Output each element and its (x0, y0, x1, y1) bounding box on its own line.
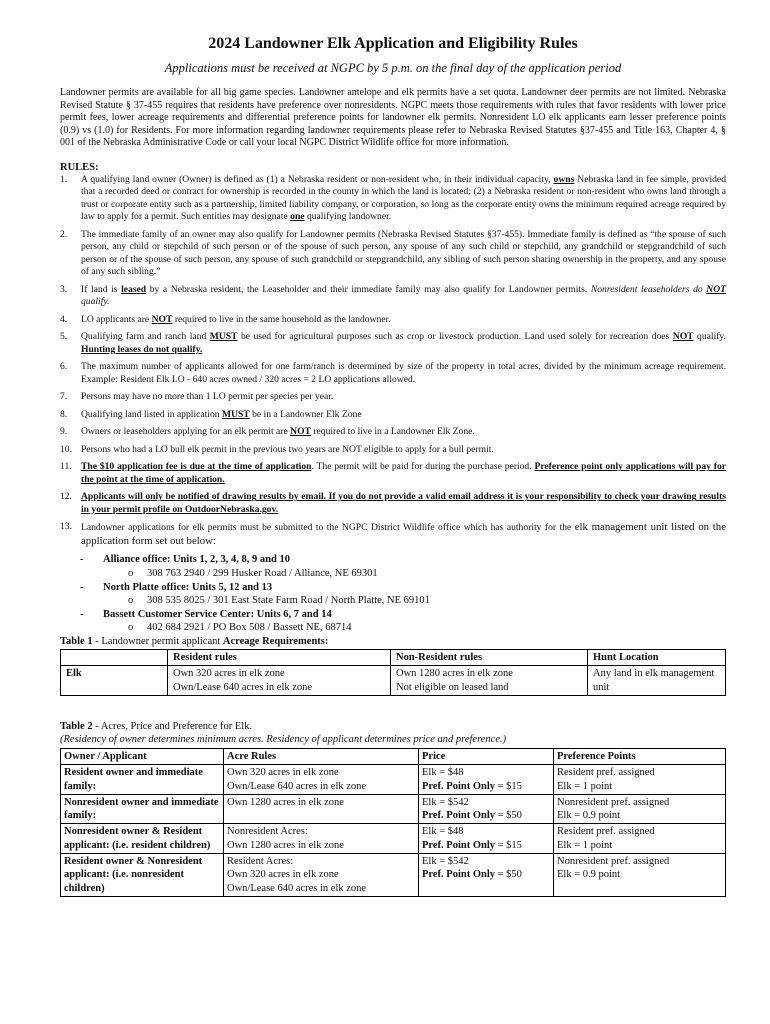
rule-text: LO applicants are (81, 313, 150, 325)
cell-line: = $15 (495, 839, 522, 851)
spacer (60, 696, 726, 720)
office-contact: 402 684 2921 / PO Box 508 / Bassett NE, 68714 (147, 622, 352, 634)
list-bullet: o (128, 568, 134, 580)
rule-number: 3. (60, 283, 68, 295)
acre-cell (224, 824, 419, 854)
hunt-location-cell: Any land in elk management unit (588, 666, 726, 696)
list-bullet: o (128, 595, 134, 607)
rule-12 (60, 491, 726, 516)
nonresident-rules-cell (391, 666, 588, 696)
cell-line: Resident pref. assigned (557, 826, 655, 838)
rule-emphasis: Preference point only applications will pay for the point at the time of application. (81, 461, 727, 485)
rule-number: 12. (60, 491, 72, 503)
table-header: Preference Points (554, 748, 726, 764)
office-title: Bassett Customer Service Center: Units 6, 7 and 14 (103, 608, 332, 620)
rule-text: qualifying landowner. (306, 211, 392, 223)
table-row (61, 854, 726, 897)
table-header: Resident rules (168, 650, 391, 666)
rule-text: Qualifying farm and ranch land (81, 331, 207, 343)
table-header: Hunt Location (588, 650, 726, 666)
rule-text: be in a Landowner Elk Zone (252, 408, 362, 420)
office-list (80, 553, 726, 635)
acre-cell (224, 794, 419, 824)
rule-emphasis: NOT (706, 283, 726, 295)
rule-emphasis: one (290, 211, 305, 223)
cell-line: Own 320 acres in elk zone (173, 668, 285, 680)
rule-text: Landowner applications for elk permits must be submitted to the NGPC District Wildlife office which has authority for the (81, 522, 572, 534)
table-row (61, 794, 726, 824)
rule-number: 7. (60, 391, 68, 403)
rule-number: 4. (60, 313, 68, 325)
rule-3 (60, 284, 726, 309)
owner-cell: Resident owner and immediate family: (61, 765, 224, 795)
cell-line: Elk = 0.9 point (557, 869, 621, 881)
caption-label: Table 1 (60, 636, 93, 648)
table-header: Owner / Applicant (61, 748, 224, 764)
office-name (80, 581, 726, 595)
office-name (80, 553, 726, 567)
cell-line: Own/Lease 640 acres in elk zone (227, 780, 367, 792)
owner-cell: Nonresident owner & Resident applicant: (i.e. resident children) (61, 824, 224, 854)
cell-line: Nonresident pref. assigned (557, 856, 670, 867)
office-contact: 308 763 2940 / 299 Husker Road / Alliance, NE 69301 (147, 568, 378, 580)
cell-line: Own 1280 acres in elk zone (227, 839, 344, 851)
cell-line: Elk = 0.9 point (557, 810, 621, 822)
list-dash: - (80, 581, 84, 593)
list-dash: - (80, 554, 84, 566)
rule-number: 6. (60, 361, 68, 373)
rule-4 (60, 314, 726, 327)
preference-cell (554, 824, 726, 854)
rule-2 (60, 229, 726, 279)
rule-emphasis: owns (553, 173, 575, 185)
rule-6 (60, 361, 726, 386)
rule-number: 11. (60, 461, 72, 473)
rule-text: The immediate family of an owner may also qualify for Landowner permits (Nebraska Revised Statutes §37-455). Immediate family is defined as “the spouse of such person, any child or stepchild of such person or of the spouse of such person, any spouse of any such child or stepchild, any grandchild or stepgrandchild of such person or of the spouse of such person, any spouse of such grandchild or stepgrandchild, any sibling of such person sharing ownership in the property, and any spouse of any such sibling.” (81, 228, 726, 278)
preference-cell (554, 794, 726, 824)
rule-text: A qualifying land owner (Owner) is defined as (1) a Nebraska resident or non-resident who, in their individual capacity, (81, 173, 551, 185)
table-header-row (61, 748, 726, 764)
cell-line: Elk = $542 (422, 796, 469, 808)
office-name (80, 608, 726, 622)
price-cell (419, 794, 554, 824)
rule-emphasis: leased (121, 283, 147, 295)
table-header: Non-Resident rules (391, 650, 588, 666)
rule-emphasis: NOT (290, 426, 311, 438)
cell-line: = $50 (495, 869, 522, 881)
cell-line: Elk = $542 (422, 856, 469, 867)
price-preference-table (60, 748, 726, 897)
cell-emphasis: Pref. Point Only (422, 780, 496, 792)
rule-emphasis: NOT (672, 331, 694, 343)
rule-emphasis: MUST (221, 408, 250, 420)
rule-text: qualify. (697, 331, 726, 343)
price-cell (419, 765, 554, 795)
cell-emphasis: Pref. Point Only (422, 869, 496, 881)
rule-text: required to live in the same household as the landowner. (174, 313, 391, 325)
document-subtitle: Applications must be received at NGPC by 5 p.m. on the final day of the application period (164, 61, 622, 75)
rule-emphasis: MUST (209, 331, 238, 343)
caption-label: Table 2 (60, 720, 93, 732)
cell-emphasis: Pref. Point Only (422, 839, 496, 851)
price-cell (419, 824, 554, 854)
table-row (61, 666, 726, 696)
rule-8 (60, 409, 726, 422)
cell-line: Own/Lease 640 acres in elk zone (173, 681, 313, 693)
rule-emphasis: Hunting leases do not qualify. (81, 343, 203, 355)
list-bullet: o (128, 622, 134, 634)
cell-line: Own/Lease 640 acres in elk zone (227, 882, 367, 894)
cell-line: Elk = $48 (422, 826, 464, 838)
cell-line: Elk = 1 point (557, 780, 613, 792)
rule-text: be used for agricultural purposes such as crop or livestock production. Land used solely for recreation does (240, 331, 670, 343)
rule-number: 9. (60, 426, 68, 438)
rule-text: The maximum number of applicants allowed for one farm/ranch is determined by size of the property in total acres, divided by the minimum acreage requirement. Example: Resident Elk LO - 640 acres owned / 320 acres = 2 LO applications allowed. (81, 361, 726, 385)
cell-line: Resident Acres: (227, 856, 294, 867)
rule-italic: qualify. (81, 296, 110, 308)
rule-text: Persons who had a LO bull elk permit in the previous two years are NOT eligible to apply for a bull permit. (81, 443, 494, 455)
rule-text: elk management unit listed on the application form set out below: (81, 521, 726, 547)
cell-line: = $50 (495, 810, 522, 822)
rule-text: . The permit will be paid for during the purchase period. (311, 461, 532, 473)
rule-1 (60, 174, 726, 224)
cell-line: Elk = 1 point (557, 839, 613, 851)
rule-text: Persons may have no more than 1 LO permit per species per year. (81, 391, 334, 403)
table1-caption (60, 635, 726, 648)
rule-10 (60, 444, 726, 457)
table-header: Price (419, 748, 554, 764)
price-cell (419, 854, 554, 897)
rule-text: Nebraska land in fee simple, provided that a recorded deed or contract for ownership is recorded in the county in which the land is located; (2) a Nebraska resident or non-resident who owns land through a trust or corporate entity such as a partnership, limited liability company, or corporation, so long as the corporate entity owns the minimum required acreage required by law to apply for a permit. Such entities may designate (81, 173, 726, 223)
document-title: 2024 Landowner Elk Application and Eligibility Rules (208, 35, 578, 52)
owner-cell: Nonresident owner and immediate family: (61, 794, 224, 824)
cell-line: Nonresident pref. assigned (557, 796, 670, 808)
cell-line: = $15 (495, 780, 522, 792)
cell-line: Own 1280 acres in elk zone (227, 796, 344, 808)
rule-number: 5. (60, 331, 68, 343)
resident-rules-cell (168, 666, 391, 696)
preference-cell (554, 854, 726, 897)
acre-cell (224, 854, 419, 897)
cell-line: Elk = $48 (422, 767, 464, 779)
caption-emphasis: Acreage Requirements: (222, 636, 329, 648)
rule-text: required to live in a Landowner Elk Zone. (313, 426, 475, 438)
rule-number: 1. (60, 173, 68, 185)
office-title: North Platte office: Units 5, 12 and 13 (103, 581, 273, 593)
owner-cell: Resident owner & Nonresident applicant: (i.e. nonresident children) (61, 854, 224, 897)
cell-line: Own 320 acres in elk zone (227, 869, 339, 881)
table2-caption (60, 720, 726, 733)
list-dash: - (80, 608, 84, 620)
rule-13 (60, 521, 726, 548)
caption-text: - Landowner permit applicant (92, 636, 223, 648)
table-header-row (61, 650, 726, 666)
rule-number: 13. (60, 521, 72, 533)
table-header: Acre Rules (224, 748, 419, 764)
rule-5 (60, 331, 726, 356)
rule-emphasis: The $10 application fee is due at the time of application (81, 461, 312, 473)
cell-line: Own 1280 acres in elk zone (396, 668, 513, 680)
species-cell: Elk (61, 666, 168, 696)
cell-line: Nonresident Acres: (227, 826, 308, 838)
cell-emphasis: Pref. Point Only (422, 810, 496, 822)
preference-cell (554, 765, 726, 795)
rule-text: Owners or leaseholders applying for an elk permit are (81, 426, 288, 438)
rules-heading: RULES: (60, 161, 99, 173)
rule-italic: Nonresident leaseholders do (590, 283, 703, 295)
office-detail (80, 594, 726, 608)
table2-note: (Residency of owner determines minimum acres. Residency of applicant determines price and preference.) (60, 733, 507, 745)
table-header (61, 650, 168, 666)
rule-9 (60, 426, 726, 439)
office-detail (80, 621, 726, 635)
cell-line: Not eligible on leased land (396, 681, 509, 693)
office-title: Alliance office: Units 1, 2, 3, 4, 8, 9 and 10 (103, 554, 290, 566)
rule-number: 2. (60, 228, 68, 240)
rule-emphasis: Applicants will only be notified of drawing results by email. If you do not provide a valid email address it is your responsibility to check your drawing results in your permit profile on OutdoorNebraska.gov. (81, 491, 726, 515)
acreage-requirements-table (60, 649, 726, 696)
intro-paragraph: Landowner permits are available for all big game species. Landowner antelope and elk permits have a set quota. Landowner deer permits are not limited. Nebraska Revised Statute § 37-455 requires that residents have preference over nonresidents. NGPC meets those requirements with rules that favor residents with lower price permit fees, lower acreage requirements and differential preference points for landowner elk permits. Nonresident LO elk applicants earn lesser preference points (0.9) vs (1.0) for Residents. For more information regarding landowner requirements please refer to Nebraska Revised Statutes §37-455 and Title 163, Chapter 4, § 001 of the Nebraska Administrative Code or call your local NGPC District Wildlife office for more information. (60, 87, 726, 149)
rule-number: 10. (60, 443, 72, 455)
rule-text: Qualifying land listed in application (81, 408, 220, 420)
table-row (61, 824, 726, 854)
office-detail (80, 567, 726, 581)
cell-line: Own 320 acres in elk zone (227, 767, 339, 779)
rule-number: 8. (60, 408, 68, 420)
rule-emphasis: NOT (151, 313, 173, 325)
cell-line: Resident pref. assigned (557, 767, 655, 779)
caption-text: - Acres, Price and Preference for Elk. (92, 720, 253, 732)
rule-7 (60, 391, 726, 404)
office-contact: 308 535 8025 / 301 East State Farm Road / North Platte, NE 69101 (147, 595, 430, 607)
rule-11 (60, 461, 726, 486)
acre-cell (224, 765, 419, 795)
table-row (61, 765, 726, 795)
rule-text: by a Nebraska resident, the Leaseholder and their immediate family may also qualify for Landowner permits. (149, 283, 588, 295)
rule-text: If land is (81, 283, 118, 295)
